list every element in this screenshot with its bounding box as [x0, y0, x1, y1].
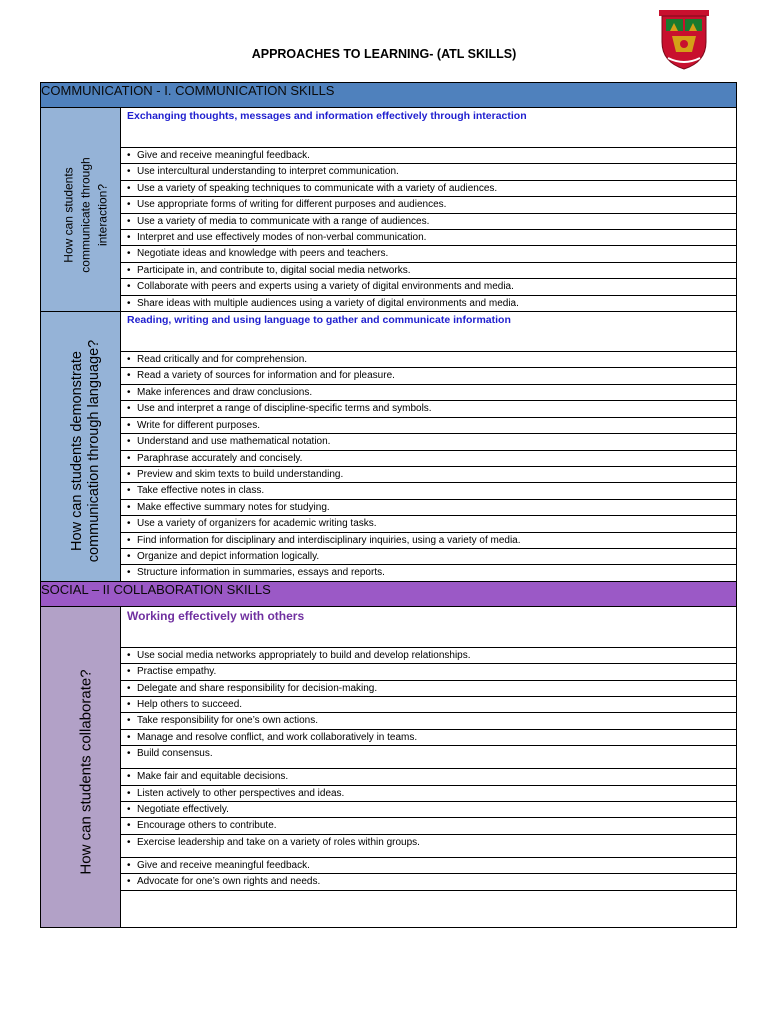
bullet-icon: •	[127, 771, 131, 783]
bullet-icon: •	[127, 166, 131, 178]
bullet-icon: •	[127, 876, 131, 888]
bullet-icon: •	[127, 354, 131, 366]
question-cell-language	[41, 312, 121, 582]
skill-heading: Reading, writing and using language to gather and communicate information	[121, 312, 737, 352]
page-title: APPROACHES TO LEARNING- (ATL SKILLS)	[251, 47, 517, 61]
question-text: How can students demonstrate communication through language?	[68, 340, 102, 563]
skill-item: • Share ideas with multiple audiences using a variety of digital environments and media.	[121, 295, 737, 311]
skill-item: • Listen actively to other perspectives and ideas.	[121, 785, 737, 801]
skill-item: • Manage and resolve conflict, and work collaboratively in teams.	[121, 729, 737, 745]
skill-item: • Use appropriate forms of writing for different purposes and audiences.	[121, 197, 737, 213]
bullet-icon: •	[127, 731, 131, 743]
skill-item: • Use social media networks appropriately to build and develop relationships.	[121, 647, 737, 663]
bullet-icon: •	[127, 419, 131, 431]
skill-item: • Structure information in summaries, essays and reports.	[121, 565, 737, 581]
bullet-icon: •	[127, 232, 131, 244]
skill-item: • Use a variety of media to communicate with a range of audiences.	[121, 213, 737, 229]
bullet-icon: •	[127, 386, 131, 398]
skill-item: • Build consensus.	[121, 746, 737, 769]
skill-item: • Make inferences and draw conclusions.	[121, 384, 737, 400]
skill-item: • Read critically and for comprehension.	[121, 352, 737, 368]
bullet-icon: •	[127, 787, 131, 799]
bullet-icon: •	[127, 550, 131, 562]
skill-item: • Use and interpret a range of discipline-specific terms and symbols.	[121, 401, 737, 417]
skill-item: • Give and receive meaningful feedback.	[121, 857, 737, 873]
bullet-icon: •	[127, 820, 131, 832]
blank-row	[121, 890, 737, 927]
bullet-icon: •	[127, 748, 131, 760]
question-text: How can students collaborate?	[77, 669, 94, 875]
skill-item: • Make effective summary notes for studying.	[121, 499, 737, 515]
skill-item: • Collaborate with peers and experts using a variety of digital environments and media.	[121, 279, 737, 295]
bullet-icon: •	[127, 649, 131, 661]
skill-item: • Advocate for one’s own rights and needs.	[121, 874, 737, 890]
school-crest-icon	[656, 8, 712, 72]
bullet-icon: •	[127, 199, 131, 211]
bullet-icon: •	[127, 518, 131, 530]
skill-item: • Read a variety of sources for information and for pleasure.	[121, 368, 737, 384]
skill-heading: Working effectively with others	[121, 606, 737, 647]
bullet-icon: •	[127, 501, 131, 513]
bullet-icon: •	[127, 836, 131, 848]
skill-item: • Delegate and share responsibility for decision-making.	[121, 680, 737, 696]
skill-item: • Find information for disciplinary and interdisciplinary inquiries, using a variety of media.	[121, 532, 737, 548]
skill-item: • Interpret and use effectively modes of non-verbal communication.	[121, 230, 737, 246]
bullet-icon: •	[127, 248, 131, 260]
bullet-icon: •	[127, 534, 131, 546]
skill-item: • Participate in, and contribute to, digital social media networks.	[121, 262, 737, 278]
bullet-icon: •	[127, 804, 131, 815]
question-cell-interaction	[41, 108, 121, 312]
skill-item: • Use a variety of organizers for academic writing tasks.	[121, 516, 737, 532]
section-header-collaboration	[41, 581, 737, 606]
skill-item: • Negotiate ideas and knowledge with peers and teachers.	[121, 246, 737, 262]
skill-item: • Paraphrase accurately and concisely.	[121, 450, 737, 466]
skill-item: • Write for different purposes.	[121, 417, 737, 433]
skill-item: • Use intercultural understanding to interpret communication.	[121, 164, 737, 180]
bullet-icon: •	[127, 666, 131, 678]
skill-item: • Take responsibility for one’s own actions.	[121, 713, 737, 729]
skill-item: • Understand and use mathematical notation.	[121, 434, 737, 450]
bullet-icon: •	[127, 370, 131, 382]
question-text: How can students communicate through interaction?	[61, 156, 109, 273]
bullet-icon: •	[127, 150, 131, 161]
bullet-icon: •	[127, 715, 131, 727]
skill-item: • Make fair and equitable decisions.	[121, 769, 737, 785]
skill-item: • Practise empathy.	[121, 664, 737, 680]
skill-item: • Negotiate effectively.	[121, 802, 737, 818]
bullet-icon: •	[127, 281, 131, 293]
skill-item: • Organize and depict information logically.	[121, 548, 737, 564]
section-title: COMMUNICATION - I. COMMUNICATION SKILLS	[41, 83, 737, 108]
bullet-icon: •	[127, 567, 131, 579]
bullet-icon: •	[127, 264, 131, 276]
bullet-icon: •	[127, 403, 131, 415]
skill-item: • Give and receive meaningful feedback.	[121, 148, 737, 164]
section-title: SOCIAL – II COLLABORATION SKILLS	[41, 581, 737, 606]
skill-item: • Use a variety of speaking techniques to communicate with a variety of audiences.	[121, 180, 737, 196]
bullet-icon: •	[127, 436, 131, 448]
skill-item: • Take effective notes in class.	[121, 483, 737, 499]
bullet-icon: •	[127, 859, 131, 871]
atl-skills-table	[40, 82, 737, 928]
bullet-icon: •	[127, 698, 131, 710]
bullet-icon: •	[127, 215, 131, 227]
skill-item: • Exercise leadership and take on a variety of roles within groups.	[121, 834, 737, 857]
question-cell-collaborate	[41, 606, 121, 927]
skill-heading: Exchanging thoughts, messages and information effectively through interaction	[121, 108, 737, 148]
bullet-icon: •	[127, 682, 131, 694]
bullet-icon: •	[127, 182, 131, 194]
skill-item: • Help others to succeed.	[121, 696, 737, 712]
skill-item: • Preview and skim texts to build understanding.	[121, 466, 737, 482]
bullet-icon: •	[127, 297, 131, 309]
skill-item: • Encourage others to contribute.	[121, 818, 737, 834]
section-header-communication	[41, 83, 737, 108]
bullet-icon: •	[127, 485, 131, 497]
bullet-icon: •	[127, 468, 131, 480]
bullet-icon: •	[127, 452, 131, 464]
